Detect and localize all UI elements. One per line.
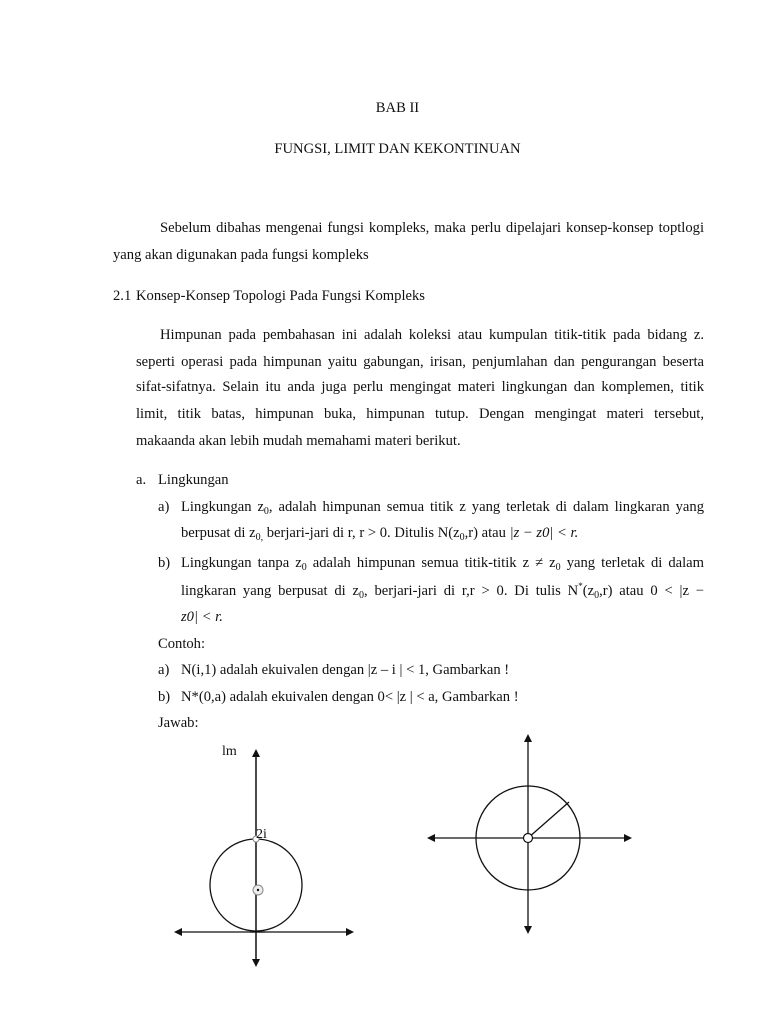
point-label-2i: 2i: [256, 827, 267, 842]
item-b-line-3: z0| < r.: [181, 609, 223, 625]
item-b-marker: b): [158, 555, 171, 571]
example-b-marker: b): [158, 689, 171, 705]
item-b-line-2: lingkaran yang berpusat di $z_0$, berjari-jari di r,r > 0. Di tulis $N^*(z_0,r)$ atau 0 < |z −: [181, 581, 704, 601]
intro-line-1: Sebelum dibahas mengenai fungsi kompleks, maka perlu dipelajari konsep-konsep toptlogi: [160, 220, 704, 236]
item-b-line-1: Lingkungan tanpa $z_0$ adalah himpunan semua titik-titik $z \ne z_0$ yang terletak di dalam: [181, 555, 705, 573]
contoh-label: Contoh:: [158, 636, 206, 652]
formula-neighborhood: |z − z0| < r.: [509, 525, 579, 541]
item-a-marker: a): [158, 499, 170, 515]
paragraph-line-3: sifat-sifatnya. Selain itu anda juga perlu mengingat materi lingkungan dan komplemen, titik: [136, 379, 704, 395]
chapter-heading: BAB II: [375, 100, 420, 116]
excluded-center-point: [524, 834, 533, 843]
paragraph-line-4: limit, titik batas, himpunan buka, himpunan tutup. Dengan mengingat materi tersebut,: [136, 406, 704, 422]
example-b-text: N*(0,a) adalah ekuivalen dengan 0< |z | < a, Gambarkan !: [181, 689, 519, 705]
paragraph-line-5: makaanda akan lebih mudah memahami materi berikut.: [136, 433, 461, 449]
list-title-lingkungan: Lingkungan: [158, 472, 229, 488]
example-a-text: N(i,1) adalah ekuivalen dengan |z – i | < 1, Gambarkan !: [181, 662, 510, 678]
radius-line: [528, 802, 569, 838]
item-a-line-1: Lingkungan $z_0$, adalah himpunan semua titik z yang terletak di dalam lingkaran yang: [181, 499, 704, 517]
axis-label-im: lm: [222, 744, 237, 759]
paragraph-line-1: Himpunan pada pembahasan ini adalah koleksi atau kumpulan titik-titik pada bidang z.: [160, 327, 704, 343]
section-title: Konsep-Konsep Topologi Pada Fungsi Kompleks: [136, 288, 425, 304]
paragraph-line-2: seperti operasi pada himpunan yaitu gabungan, irisan, penjumlahan dan pengurangan beserta: [136, 354, 704, 370]
section-number: 2.1: [113, 288, 132, 304]
center-dot: [257, 889, 259, 891]
item-a-line-2: berpusat di $z_{0,}$ berjari-jari di r, r > 0. Ditulis $N(z_0,r)$ atau |z − z0| < r.: [181, 525, 579, 543]
list-marker-a: a.: [136, 472, 147, 488]
figure-deleted-neighborhood: [425, 730, 635, 955]
intro-line-2: yang akan digunakan pada fungsi kompleks: [113, 247, 369, 263]
example-a-marker: a): [158, 662, 170, 678]
jawab-label: Jawab:: [158, 715, 199, 731]
figure-neighborhood-i: [170, 735, 360, 970]
chapter-title: FUNGSI, LIMIT DAN KEKONTINUAN: [274, 141, 521, 157]
